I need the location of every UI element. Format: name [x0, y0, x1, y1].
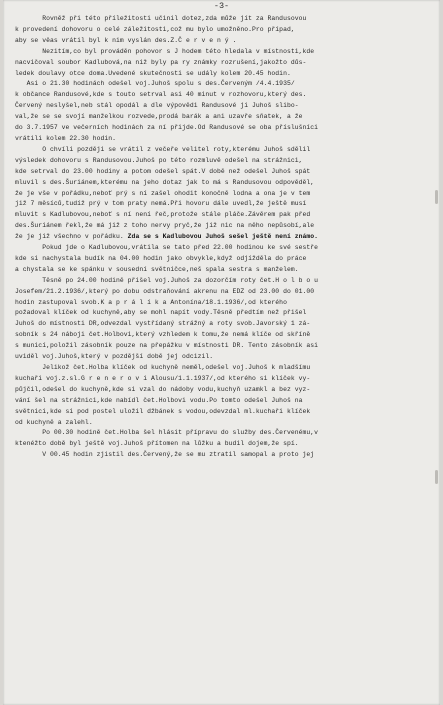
emphasized-sentence: Zda se s Kadlubovou Juhoš sešel ještě není známo. [127, 233, 319, 241]
text-line: Po 00.30 hodině čet.Holba šel hlásit přípravu do služby des.Červenému,v [15, 429, 319, 437]
text-line: výsledek dohovoru s Randusovou.Juhoš po této rozmluvě odešel na strážnici, [15, 156, 303, 164]
text-line: Rovněž při této příležitosti učinil dotez,zda může jít za Randusovou [15, 15, 307, 22]
text-line: kde setrval do 23.00 hodiny a potom odešel spát.V době než odešel Juhoš spát [15, 167, 311, 175]
text-line: val,že se se svojí manželkou rozvede,prodá barák a ani uzavře sňatek, a že [15, 113, 303, 121]
text-line: že je již všechno v pořádku. Zda se s Kadlubovou Juhoš sešel ještě není známo. [15, 233, 319, 241]
text-line: mluvit s Kadlubovou,neboť s ní není řeč,protože stále pláče.Závěrem pak před [15, 211, 311, 219]
text-line: požadoval klíček od kuchyně,aby se mohl napít vody.Těsně předtím než přišel [15, 309, 307, 317]
text-line: hodin zastupoval svob.K a p r á l í k a Antonína/18.1.1936/,od kterého [15, 298, 287, 306]
text-line: Pokud jde o Kadlubovou,vrátila se tato před 22.00 hodinou ke své sestře [15, 244, 319, 252]
text-line: kde si nachystala budík na 04.00 hodin jako obvykle,když odjížděla do práce [15, 254, 307, 262]
text-line: Jelikož čet.Holba klíček od kuchyně neměl,odešel voj.Juhoš k mladšímu [15, 364, 311, 371]
text-line: Josefem/21.2.1936/,který po dobu odstraňování akrenu na EDZ od 23.00 do 01.00 [15, 287, 315, 295]
punch-hole-mark [435, 190, 438, 204]
text-line: kuchaři voj.z.sl.G r e n e r o v i Alousu/1.1.1937/,od kterého si klíček vy- [15, 374, 311, 382]
text-line: k provedení dohovoru o celé záležitosti,což mu bylo umožněno.Pro případ, [15, 25, 295, 33]
text-line: Juhoš do místnosti DR,odvezdal vystřídaný strážný a roty svob.Javorský 1 zá- [15, 320, 311, 328]
text-line: nacvičoval soubor Kadlubová,na niž byly pa ry známky rozrušení,jakožto důs- [15, 58, 307, 66]
text-line: již 7 měsíců,tudíž prý v tom praty nemá.Při hovoru dále uvedl,že ještě musí [15, 200, 307, 208]
text-line: že je vše v pořádku,neboť prý s ní zašel ohodit konočně lodna a ona je v tem [15, 189, 311, 197]
text-line: uviděl voj.Juhoš,který v pozdější době jej odcizil. [15, 353, 214, 361]
text-line: a chystala se ke spánku v sousední světničce,neš spala sestra s manželem. [15, 265, 299, 273]
text-line: Asi o 21.30 hodinách odešel voj.Juhoš spolu s des.Červeným /4.4.1935/ [15, 80, 295, 88]
text-line: od kuchyně a zalehl. [15, 418, 93, 426]
text-line: světnici,kde si pod postel uložil džbánek s vodou,odevzdal ml.kuchaři klíček [15, 407, 311, 415]
text-line: mluvil s des.Šuriánem,kterému na jeho dotaz jak to má s Randusovou odpověděl, [15, 178, 315, 186]
text-line: vání šel na strážnici,kde nabídl čet.Holbovi vodu.Po tomto odešel Juhoš na [15, 396, 303, 404]
document-body [15, 14, 434, 461]
page-number: -3- [213, 1, 230, 11]
text-line: sobník s 24 náboji čet.Holbovi,který vzhledem k tomu,že nemá klíče od skříně [15, 331, 311, 339]
text-line: do 3.7.1957 ve večerních hodinách za ní přijde.Od Randusové se oba příslušníci [15, 124, 319, 132]
text-line: V 00.45 hodin zjistil des.Červený,že se mu ztratil samopal a proto jej [15, 451, 315, 459]
text-line: des.Šuriánem řekl,že má již z toho nervy pryč,že již nic na něho nepůsobí,ale [15, 222, 315, 230]
document-page [3, 0, 440, 705]
text-line: O chvíli později se vrátil z večeře velitel roty,kterému Juhoš sdělil [15, 145, 311, 153]
punch-hole-mark [435, 470, 438, 484]
text-line: vrátili kolem 22.30 hodin. [15, 134, 117, 142]
text-line: půjčil,odešel do kuchyně,kde si vzal do nádoby vodu,kuchyň uzamkl a bez vyz- [15, 385, 311, 393]
text-line: k občance Randusové,kde s touto setrval asi 40 minut v rozhovoru,který des. [15, 91, 307, 99]
text-line: ledek doulavy otce doma.Uvedené skutečnosti se udály kolem 20.45 hodin. [15, 69, 291, 77]
text-line: s municí,položil zásobník pouze na přepážku v místnosti DR. Tento zásobník asi [15, 342, 319, 350]
text-line: Červený neslyšel,neb stál opodál a dle výpovědi Randusové ji Juhoš slibo- [15, 102, 299, 110]
text-line: aby se věas vrátil byl k nim vyslán des.Z.Č e r v e n ý . [15, 36, 237, 44]
text-line: ktenéžto době byl ještě voj.Juhoš přítomen na lůžku a budil dojem,že spí. [15, 440, 299, 448]
text-line: Nezitím,co byl prováděn pohovor s J hodem této hledala v místnosti,kde [15, 47, 315, 55]
text-line: Těsně po 24.00 hodině přišel voj.Juhoš za dozorčím roty čet.H o l b o u [15, 276, 319, 284]
